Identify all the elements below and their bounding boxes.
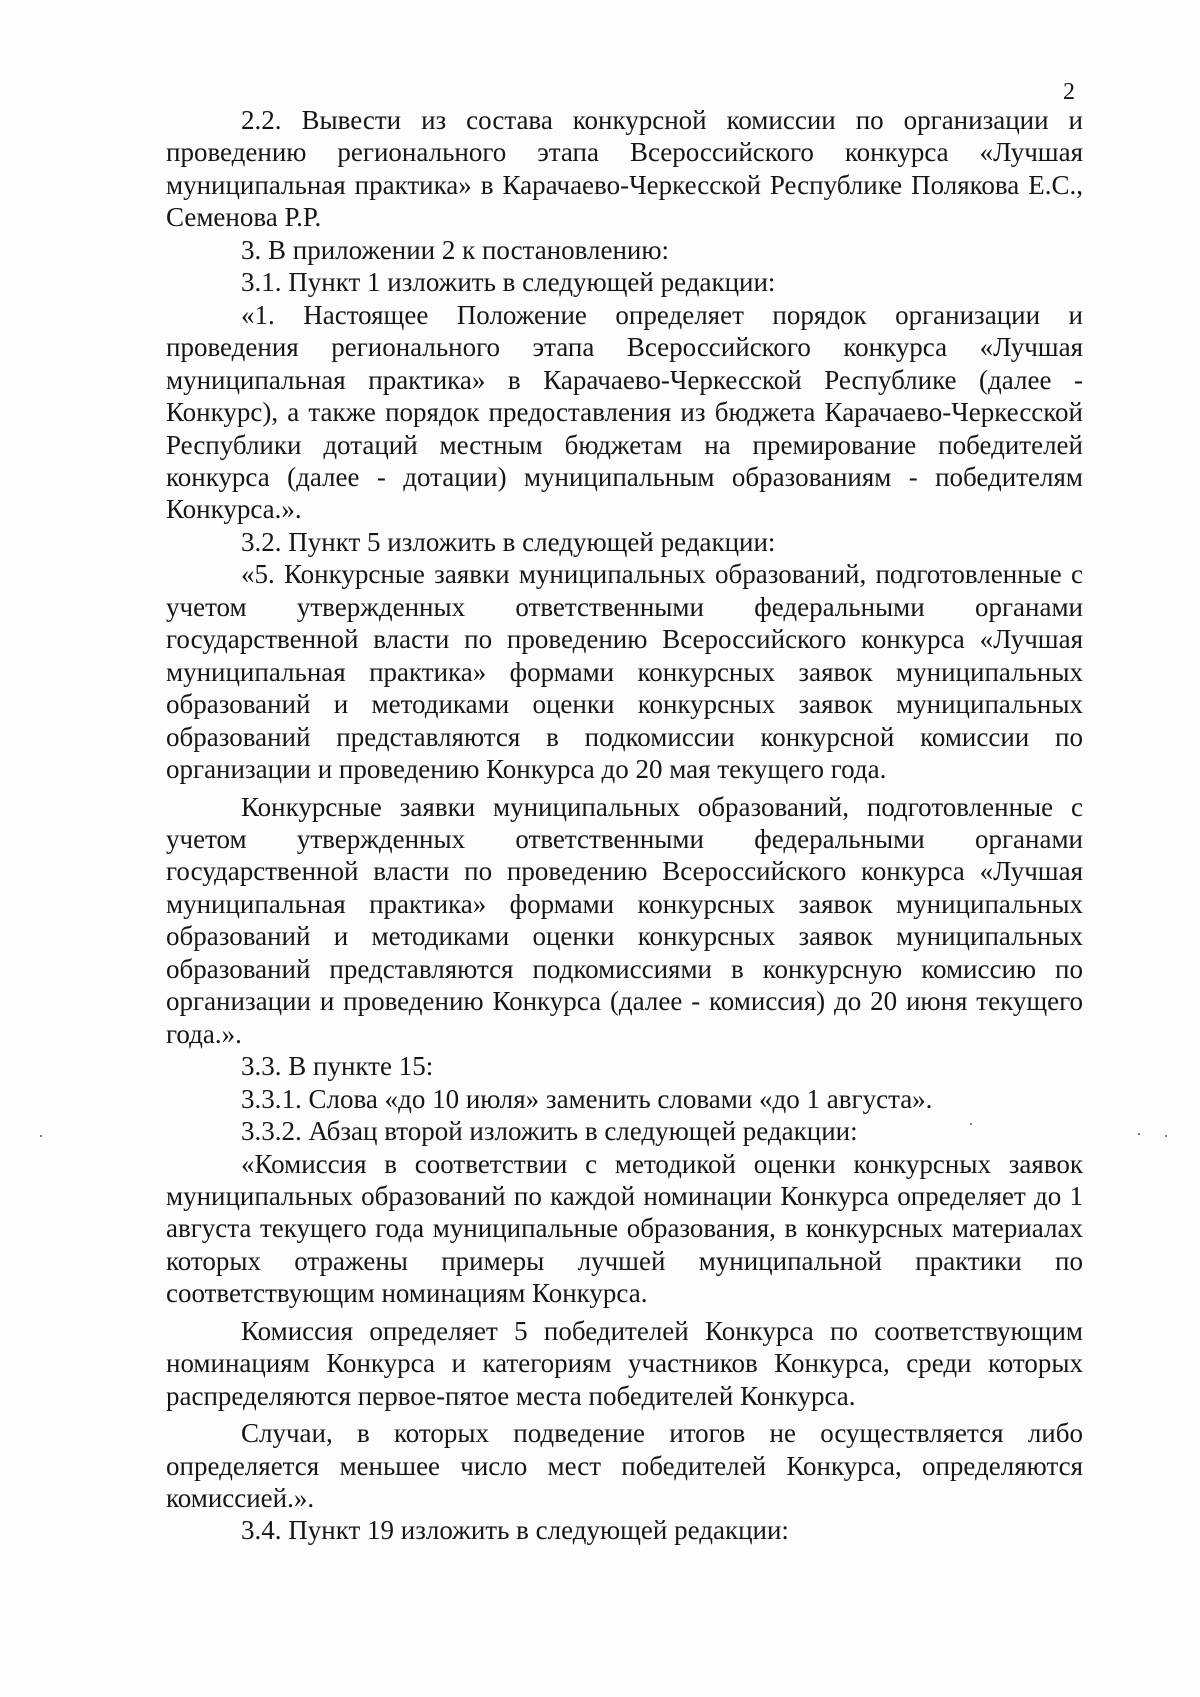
paragraph-3-1-quote: «1. Настоящее Положение определяет порядок организации и проведения регионального этапа Всероссийского конкурса «Лучшая муниципальная практика» в Карачаево-Черкесской Республике (далее - Конкурс), а также порядок предоставления из бюджета Карачаево-Черкесской Республики дотаций местным бюджетам на премирование победителей конкурса (далее - дотации) муниципальным образованиям - победителям Конкурса.».: [166, 299, 1083, 525]
paragraph-3-2-quote-continued: Конкурсные заявки муниципальных образований, подготовленные с учетом утвержденных ответственными федеральными органами государственной власти по проведению Всероссийского конкурса «Лучшая муниципальная практика» формами конкурсных заявок муниципальных образований и методиками оценки конкурсных заявок муниципальных образований представляются подкомиссиями в конкурсную комиссию по организации и проведению Конкурса (далее - комиссия) до 20 июня текущего года.».: [166, 791, 1083, 1049]
paragraph-3-3-2-cases: Случаи, в которых подведение итогов не осуществляется либо определяется меньшее число мест победителей Конкурса, определяются комиссией.».: [166, 1418, 1083, 1514]
scan-speck: [1138, 1133, 1140, 1135]
paragraph-3-4: 3.4. Пункт 19 изложить в следующей редакции:: [241, 1515, 789, 1546]
paragraph-3-2-quote: «5. Конкурсные заявки муниципальных образований, подготовленные с учетом утвержденных ответственными федеральными органами государственной власти по проведению Всероссийского конкурса «Лучшая муниципальная практика» формами конкурсных заявок муниципальных образований и методиками оценки конкурсных заявок муниципальных образований представляются в подкомиссии конкурсной комиссии по организации и проведению Конкурса до 20 мая текущего года.: [166, 559, 1083, 785]
paragraph-3-3-2-quote: «Комиссия в соответствии с методикой оценки конкурсных заявок муниципальных образований по каждой номинации Конкурса определяет до 1 августа текущего года муниципальные образования, в конкурсных материалах которых отражены примеры лучшей муниципальной практики по соответствующим номинациям Конкурса.: [166, 1148, 1083, 1309]
page-number: 2: [1063, 79, 1075, 105]
scan-speck: [40, 1135, 42, 1137]
paragraph-3: 3. В приложении 2 к постановлению:: [241, 234, 670, 265]
scan-speck: [1165, 1135, 1167, 1137]
document-body: [166, 104, 1083, 1547]
paragraph-2-2: 2.2. Вывести из состава конкурсной комиссии по организации и проведению регионального этапа Всероссийского конкурса «Лучшая муниципальная практика» в Карачаево-Черкесской Республике Полякова Е.С., Семенова Р.Р.: [166, 105, 1083, 233]
paragraph-3-3-1: 3.3.1. Слова «до 10 июля» заменить словами «до 1 августа».: [241, 1083, 933, 1114]
paragraph-3-3: 3.3. В пункте 15:: [241, 1051, 434, 1082]
scan-speck: [970, 1123, 972, 1125]
paragraph-3-3-2-winners: Комиссия определяет 5 победителей Конкурса по соответствующим номинациям Конкурса и категориям участников Конкурса, среди которых распределяются первое-пятое места победителей Конкурса.: [166, 1315, 1083, 1411]
paragraph-3-2: 3.2. Пункт 5 изложить в следующей редакции:: [241, 526, 776, 557]
paragraph-3-1: 3.1. Пункт 1 изложить в следующей редакции:: [241, 267, 776, 298]
paragraph-3-3-2: 3.3.2. Абзац второй изложить в следующей редакции:: [241, 1116, 858, 1147]
